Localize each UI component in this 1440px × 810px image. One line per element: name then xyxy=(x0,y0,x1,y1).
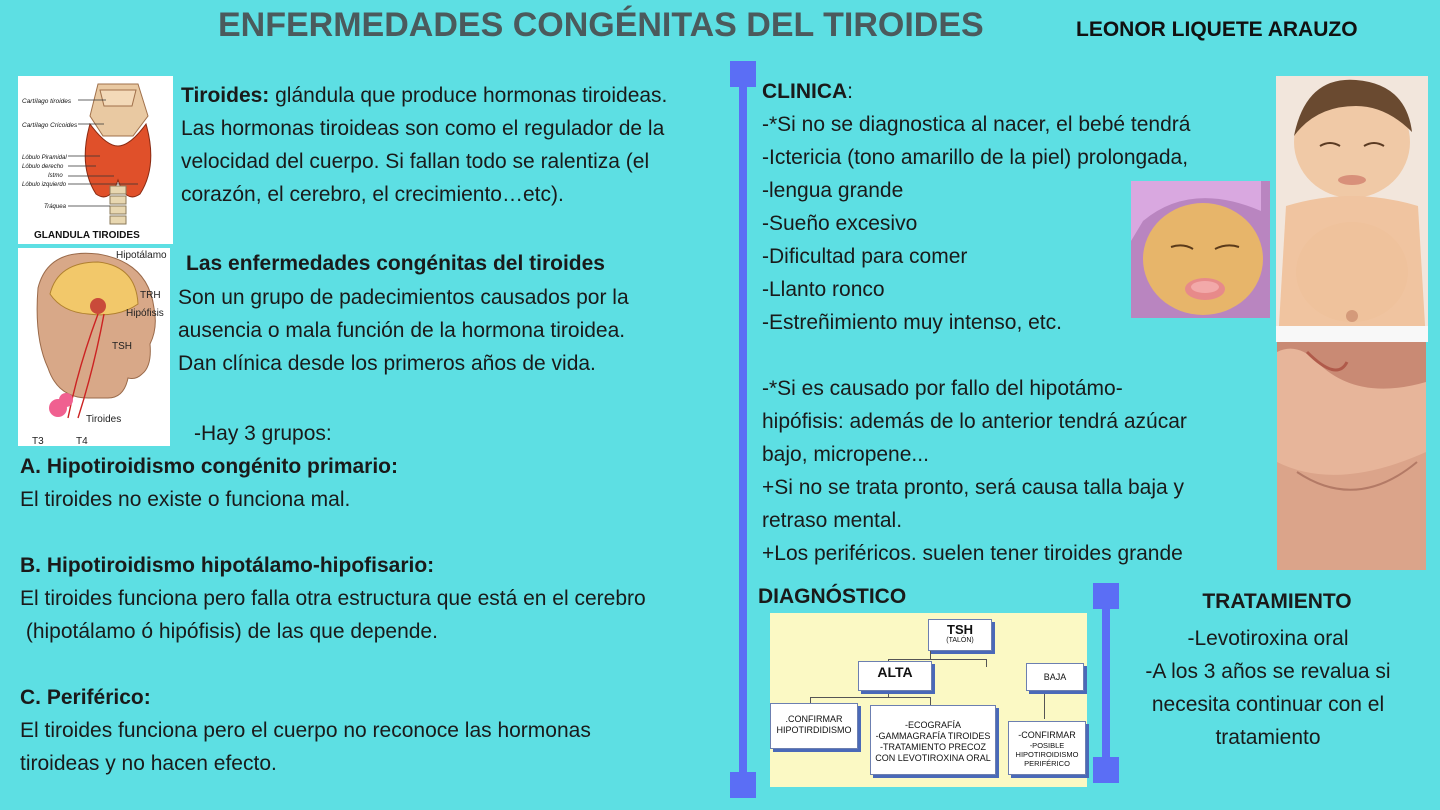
diagnostico-heading: DIAGNÓSTICO xyxy=(758,585,907,608)
baby-face-photo xyxy=(1131,181,1270,318)
clinica-heading: CLINICA xyxy=(762,80,848,103)
head-label-thyroid: Tiroides xyxy=(86,414,122,425)
clinica-line: -lengua grande xyxy=(762,179,904,202)
divider-bottom-square xyxy=(730,772,756,798)
flow-confirm-peripheral: -CONFIRMAR xyxy=(1018,730,1076,740)
head-label-t3: T3 xyxy=(32,436,44,446)
flow-test-item: -ECOGRAFÍA xyxy=(904,720,961,730)
thyroid-definition-term: Tiroides: xyxy=(181,84,270,107)
clinica-line: -Estreñimiento muy intenso, etc. xyxy=(762,311,1062,334)
clinica-colon: : xyxy=(847,80,854,103)
groups-list xyxy=(20,450,646,780)
divider-top-square xyxy=(730,61,756,87)
baby-body-photo xyxy=(1276,76,1428,342)
tratamiento-text xyxy=(1122,622,1414,754)
hypothalamus-head-image xyxy=(18,248,170,446)
vertical-divider-2 xyxy=(1102,605,1110,765)
thyroid-label-left-lobe: Lóbulo izquierdo xyxy=(22,182,67,188)
clinica-line: bajo, micropene... xyxy=(762,443,929,466)
intro-line: Las hormonas tiroideas son como el regulador de la xyxy=(181,117,665,140)
flow-baja-label: BAJA xyxy=(1043,672,1067,682)
flow-box-confirm-primary xyxy=(770,703,858,749)
flow-possible-peripheral: -POSIBLE HIPOTIROIDISMO PERIFÉRICO xyxy=(1015,741,1079,768)
diagnostic-flowchart xyxy=(770,613,1087,787)
flow-test-item: -GAMMAGRAFÍA TIROIDES xyxy=(875,731,991,741)
group-c-title: C. Periférico: xyxy=(20,686,151,709)
flow-box-tests xyxy=(870,705,996,775)
clinica-line: -*Si es causado por fallo del hipotámo- xyxy=(762,377,1123,400)
clinica-line: -Sueño excesivo xyxy=(762,212,918,235)
congenital-line: Son un grupo de padecimientos causados por la xyxy=(178,286,629,309)
flow-box-peripheral xyxy=(1008,721,1086,775)
tratamiento-line: -Levotiroxina oral xyxy=(1187,627,1349,650)
group-a-text: El tiroides no existe o funciona mal. xyxy=(20,488,351,511)
flow-test-item: -TRATAMIENTO PRECOZ CON LEVOTIROXINA ORAL xyxy=(875,742,991,763)
tratamiento-line: -A los 3 años se revalua si xyxy=(1145,660,1391,683)
thyroid-definition xyxy=(181,79,667,211)
author-name: LEONOR LIQUETE ARAUZO xyxy=(1076,18,1358,41)
group-b-title: B. Hipotiroidismo hipotálamo-hipofisario: xyxy=(20,554,435,577)
group-a-title: A. Hipotiroidismo congénito primario: xyxy=(20,455,398,478)
flow-box-baja xyxy=(1026,663,1084,691)
tratamiento-line: necesita continuar con el xyxy=(1151,693,1385,716)
flow-tsh-label: TSH xyxy=(947,622,973,637)
tratamiento-heading: TRATAMIENTO xyxy=(1202,590,1352,613)
flow-box-alta xyxy=(858,661,932,691)
clinica-line: -Llanto ronco xyxy=(762,278,885,301)
thyroid-label-pyramidal: Lóbulo Piramidal xyxy=(22,155,67,161)
thyroid-caption: GLANDULA TIROIDES xyxy=(34,230,140,241)
thyroid-label-cricoid: Cartílago Cricoides xyxy=(22,122,78,129)
flow-confirm-primary-label: .CONFIRMAR HIPOTIRDIDISMO xyxy=(776,714,852,735)
tratamiento-line: tratamiento xyxy=(1215,726,1321,749)
clinica-line: +Los periféricos. suelen tener tiroides grande xyxy=(762,542,1183,565)
thyroid-gland-image xyxy=(18,76,173,244)
flow-box-tsh xyxy=(928,619,992,651)
head-label-pituitary: Hipófisis xyxy=(126,308,164,319)
intro-line: velocidad del cuerpo. Si fallan todo se ralentiza (el xyxy=(181,150,650,173)
clinica-section xyxy=(762,75,1190,570)
group-c-text: El tiroides funciona pero el cuerpo no reconoce las hormonas xyxy=(20,719,591,742)
head-label-hypothalamus: Hipotálamo xyxy=(116,250,167,261)
vertical-divider xyxy=(739,86,747,776)
thyroid-label-cartilage: Cartílago tiroides xyxy=(22,98,72,105)
congenital-description xyxy=(178,281,629,380)
group-c-text: tiroideas y no hacen efecto. xyxy=(20,752,277,775)
thyroid-label-right-lobe: Lóbulo derecho xyxy=(22,164,64,170)
clinica-line: +Si no se trata pronto, será causa talla baja y xyxy=(762,476,1184,499)
flow-alta-label: ALTA xyxy=(877,664,913,680)
groups-intro: -Hay 3 grupos: xyxy=(194,422,332,445)
clinica-line: retraso mental. xyxy=(762,509,903,532)
group-b-text: (hipotálamo ó hipófisis) de las que depende. xyxy=(20,620,438,643)
congenital-line: ausencia o mala función de la hormona tiroidea. xyxy=(178,319,626,342)
clinica-line: -Dificultad para comer xyxy=(762,245,968,268)
clinica-line: -Ictericia (tono amarillo de la piel) prolongada, xyxy=(762,146,1189,169)
clinica-line: hipófisis: además de lo anterior tendrá azúcar xyxy=(762,410,1187,433)
congenital-line: Dan clínica desde los primeros años de vida. xyxy=(178,352,596,375)
head-label-t4: T4 xyxy=(76,436,88,446)
thyroid-label-isthmus: Istmo xyxy=(48,173,63,179)
group-b-text: El tiroides funciona pero falla otra estructura que está en el cerebro xyxy=(20,587,646,610)
head-label-trh: TRH xyxy=(140,290,161,301)
intro-line: corazón, el cerebro, el crecimiento…etc). xyxy=(181,183,564,206)
page-title: ENFERMEDADES CONGÉNITAS DEL TIROIDES xyxy=(218,6,984,44)
divider2-bottom-square xyxy=(1093,757,1119,783)
goiter-neck-photo xyxy=(1277,342,1426,570)
thyroid-label-trachea: Tráquea xyxy=(44,204,66,210)
thyroid-definition-text: glándula que produce hormonas tiroideas. xyxy=(269,84,668,107)
flow-tsh-sublabel: (TALÓN) xyxy=(946,637,974,644)
clinica-line: -*Si no se diagnostica al nacer, el bebé tendrá xyxy=(762,113,1191,136)
congenital-heading: Las enfermedades congénitas del tiroides xyxy=(186,252,605,275)
head-label-tsh: TSH xyxy=(112,341,132,352)
